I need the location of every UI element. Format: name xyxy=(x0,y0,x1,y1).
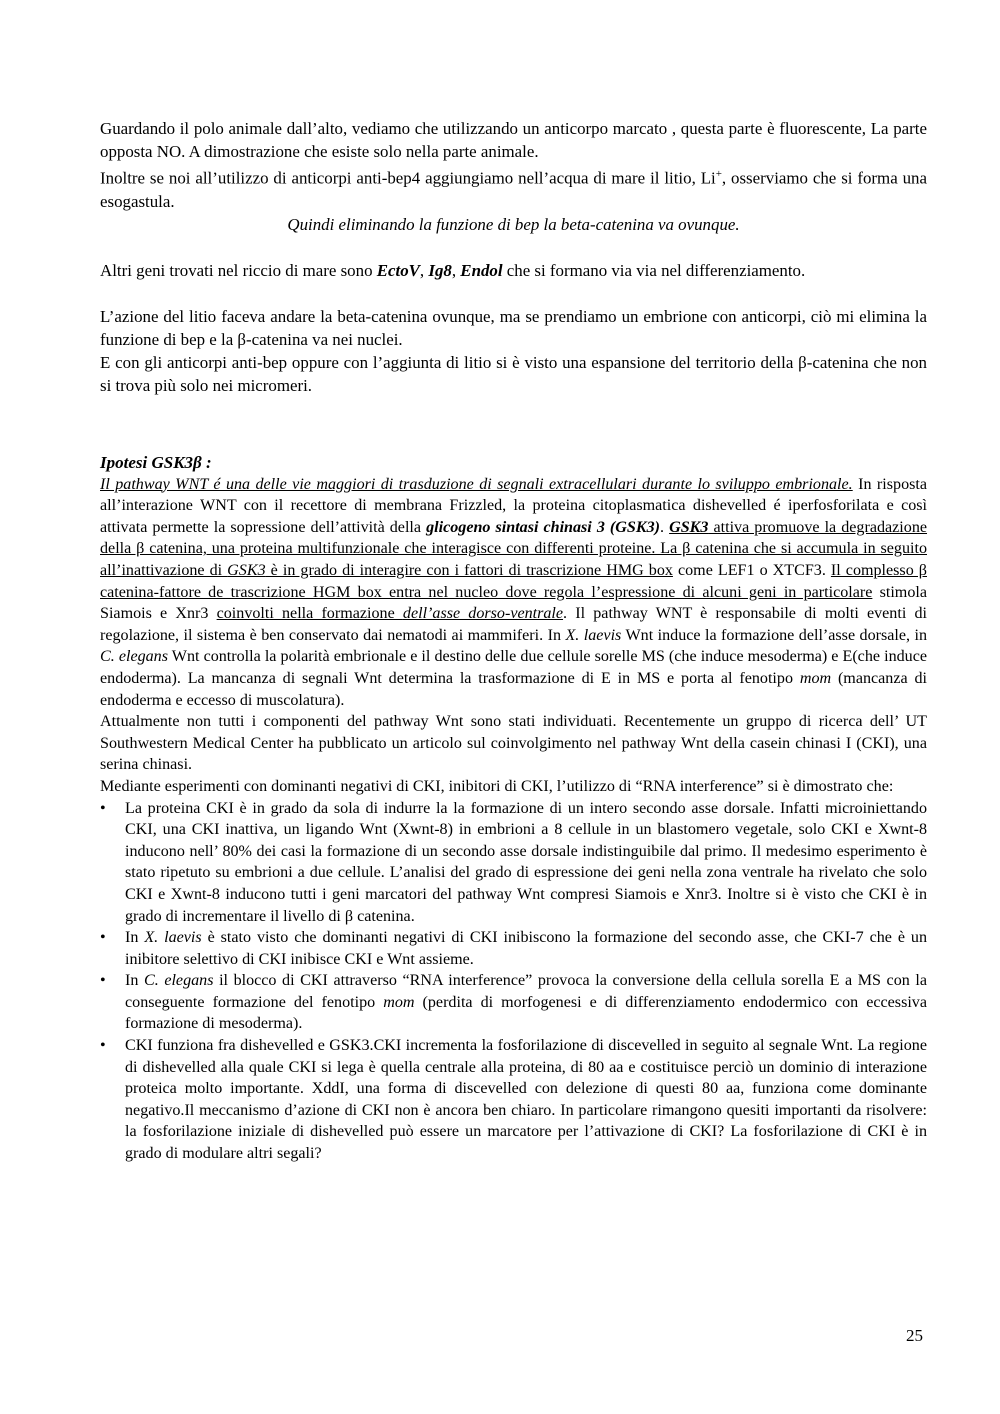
spacer xyxy=(100,236,927,259)
page-content xyxy=(100,117,927,1165)
text: C. elegans xyxy=(143,972,214,990)
paragraph-litio-text-b: , osserviamo che si forma una esogastula. xyxy=(100,168,927,211)
text: In xyxy=(125,929,145,947)
text: glicogeno sintasi chinasi 3 (GSK3) xyxy=(426,518,660,536)
paragraph-litio xyxy=(100,163,927,213)
text: mom xyxy=(383,993,415,1011)
text: La proteina CKI è in grado da sola di indurre la la formazione di un intero secondo asse dorsale. Infatti microiniettando CKI, una CKI inattiva, un ligando Wnt (Xwnt-8) in embrioni a 8 cellule in un blastomero vegetale, solo CKI e Xwnt-8 inducono nell’ 80% dei casi la formazione di un secondo asse dorsale indistinguibile dal primo. Il medesimo esperimento è stato ripetuto su embrioni a due cellule. L’analisi del grado di espressione dei geni nella zona ventrale ha rivelato che solo CKI e Xwnt-8 inducono tutti i geni marcatori del pathway Wnt compresi Siamois e Xnr3. Inoltre si è visto che CKI è in grado di incrementare il livello di β catenina. xyxy=(125,799,927,925)
text: GSK3 xyxy=(669,518,709,536)
section-gsk3b xyxy=(100,451,927,1165)
text: Altri geni trovati nel riccio di mare sono xyxy=(100,260,377,280)
text: C. elegans xyxy=(100,648,168,666)
bullet-list xyxy=(100,798,927,1165)
text: attiva promuove la degradazione della β catenina, una proteina multifunzionale che interagisce con differenti proteine. La β catenina che si accumula in seguito all’inattivazione di xyxy=(100,518,928,579)
text: dell’asse dorso-ventrale xyxy=(402,605,564,623)
text: , xyxy=(419,260,429,280)
spacer xyxy=(100,397,927,443)
bullet-icon: • xyxy=(100,929,106,947)
text: , xyxy=(451,260,461,280)
paragraph-wnt-pathway xyxy=(100,474,927,712)
spacer xyxy=(100,282,927,305)
text: è in grado di interagire con i fattori di trascrizione HMG box xyxy=(265,562,673,579)
paragraph-anticorpi: E con gli anticorpi anti-bep oppure con l’aggiunta di litio si è visto una espansione del territorio della β-catenina che non si trova più solo nei micromeri. xyxy=(100,352,927,395)
bullet-icon: • xyxy=(100,799,106,817)
text: (perdita di morfogenesi e di differenziamento endodermico con eccessiva formazione di mesoderma). xyxy=(125,993,927,1033)
paragraph-polo-animale: Guardando il polo animale dall’alto, vediamo che utilizzando un anticorpo marcato , questa parte è fluorescente, La parte opposta NO. A dimostrazione che esiste solo nella parte animale. xyxy=(100,119,927,161)
text: stimola Siamois e Xnr3 xyxy=(100,583,927,623)
text: è stato visto che dominanti negativi di CKI inibiscono la formazione del secondo asse, che CKI-7 che è un inibitore selettivo di CKI inibisce CKI e Wnt assieme. xyxy=(125,929,927,968)
text: (mancanza di endoderma e eccesso di muscolatura). xyxy=(100,669,927,709)
text: Il pathway WNT é una delle vie maggiori di trasduzione di segnali extracellulari durante lo sviluppo embrionale. xyxy=(100,475,853,493)
text: coinvolti nella formazione xyxy=(216,605,403,623)
bullet-icon: • xyxy=(100,1037,106,1055)
text: che si formano via via nel differenziamento. xyxy=(502,260,806,280)
bullet-icon: • xyxy=(100,972,106,990)
text: Wnt induce la formazione dell’asse dorsale, in xyxy=(621,626,927,644)
gene-ectov: EctoV xyxy=(376,260,420,280)
text: In xyxy=(125,972,144,990)
lithium-superscript: + xyxy=(715,168,722,180)
text: . Il pathway WNT è responsabile di molti eventi di regolazione, il sistema è ben conservato dai nematodi ai mammiferi. In xyxy=(100,605,927,644)
list-item xyxy=(100,1035,927,1165)
text: X. laevis xyxy=(565,626,622,644)
text: mom xyxy=(799,669,832,687)
paragraph-litio-text-a: Inoltre se noi all’utilizzo di anticorpi anti-bep4 aggiungiamo nell’acqua di mare il litio, Li xyxy=(100,168,716,188)
text: X. laevis xyxy=(144,929,202,947)
text: Il complesso β catenina-fattore de trascrizione HGM box entra nel nucleo dove regola l’espressione di alcuni geni in particolare xyxy=(100,562,927,601)
conclusion-italic: Quindi eliminando la funzione di bep la beta-catenina va ovunque. xyxy=(287,214,740,234)
text: Wnt controlla la polarità embrionale e il destino delle due cellule sorelle MS (che induce mesoderma) e E(che induce endoderma). La mancanza di segnali Wnt determina la trasformazione di E in MS e porta al fenotipo xyxy=(100,648,927,687)
list-item xyxy=(100,798,927,928)
paragraph-altri-geni xyxy=(100,259,927,282)
gene-ig8: Ig8 xyxy=(428,260,452,280)
paragraph-azione-litio: L’azione del litio faceva andare la beta-catenina ovunque, ma se prendiamo un embrione con anticorpi, ciò mi elimina la funzione di bep e la β-catenina va nei nuclei. xyxy=(100,306,927,349)
list-item xyxy=(100,970,927,1035)
text: il blocco di CKI attraverso “RNA interference” provoca la conversione della cellula sorella E a MS con la conseguente formazione del fenotipo xyxy=(125,972,927,1011)
text: In risposta all’interazione WNT con il recettore di membrana Frizzled, la proteina citoplasmatica dishevelled é iperfosforilata e così attivata permette la sopressione dell’attività della xyxy=(100,475,927,536)
page-number: 25 xyxy=(906,1326,923,1345)
text: CKI funziona fra dishevelled e GSK3.CKI incrementa la fosforilazione di discevelled in seguito al segnale Wnt. La regione di dishevelled alla quale CKI si lega è quella centrale alla proteina, di 80 aa e costituisce perciò un dominio di interazione proteica molto importante. XddI, una forma di discevelled con delezione di questi 80 aa, funziona come dominante negativo.Il meccanismo d’azione di CKI non è ancora ben chiaro. In particolare rimangono quesiti importanti da risolvere: la fosforilazione iniziale di dishevelled può essere un marcatore per l’attivazione di CKI? La fosforilazione di CKI è in grado di modulare altri segali? xyxy=(125,1037,927,1163)
paragraph-mediante: Mediante esperimenti con dominanti negativi di CKI, inibitori di CKI, l’utilizzo di “RNA interference” si è dimostrato che: xyxy=(100,777,894,795)
text: GSK3 xyxy=(227,562,266,579)
list-item xyxy=(100,927,927,970)
text: come LEF1 o XTCF3. xyxy=(672,562,831,579)
section-heading: Ipotesi GSK3β : xyxy=(100,452,212,472)
gene-endol: Endol xyxy=(460,260,503,280)
text: . xyxy=(660,518,670,536)
paragraph-attualmente: Attualmente non tutti i componenti del pathway Wnt sono stati individuati. Recentemente un gruppo di ricerca dell’ UT Southwestern Medical Center ha pubblicato un articolo sul coinvolgimento nel pathway Wnt della casein chinasi I (CKI), una serina chinasi. xyxy=(100,713,927,774)
